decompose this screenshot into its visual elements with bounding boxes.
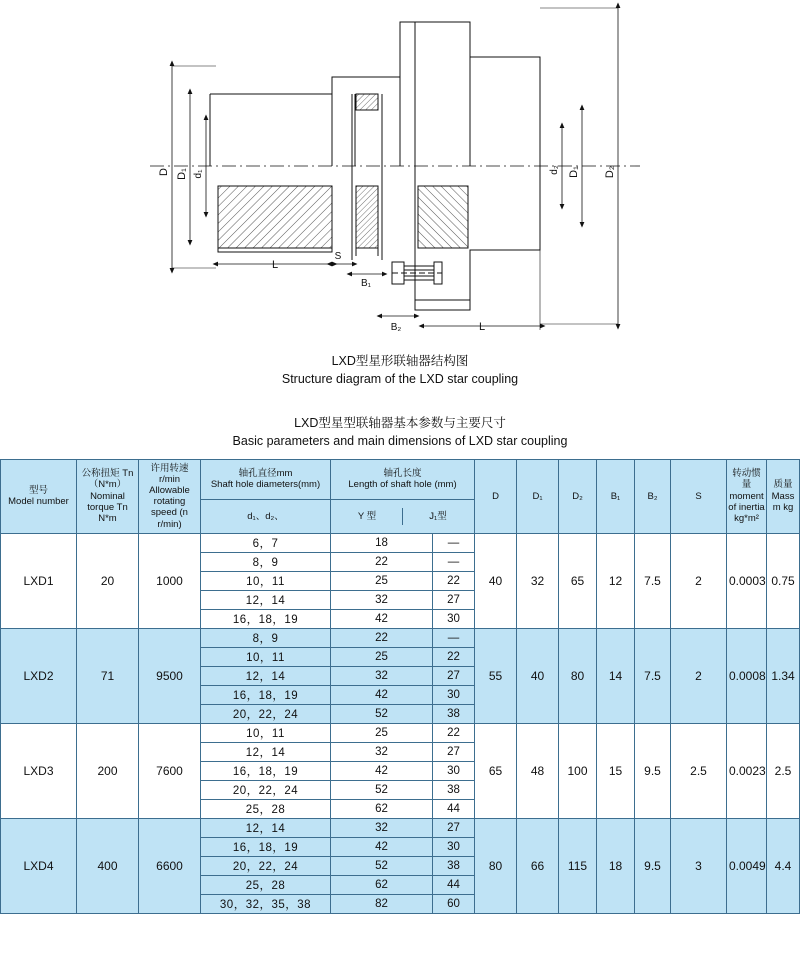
cell-mass: 0.75 <box>767 533 800 628</box>
cell-length-j: — <box>433 552 475 571</box>
cell-bore-diameter: 12，14 <box>201 818 331 837</box>
cell-bore-diameter: 16，18，19 <box>201 761 331 780</box>
table-body <box>1 533 800 913</box>
cell-bore-diameter: 30，32，35，38 <box>201 894 331 913</box>
cell-length-j: 60 <box>433 894 475 913</box>
parameters-table <box>0 459 800 914</box>
cell-bore-diameter: 16，18，19 <box>201 837 331 856</box>
cell-length-j: 22 <box>433 723 475 742</box>
table-row <box>1 533 800 552</box>
cell-length-j: 44 <box>433 799 475 818</box>
cell-bore-diameter: 20，22，24 <box>201 856 331 875</box>
cell-D1: 66 <box>517 818 559 913</box>
cell-length-y: 82 <box>331 894 433 913</box>
cell-length-j: 38 <box>433 780 475 799</box>
cell-mass: 2.5 <box>767 723 800 818</box>
cell-length-y: 32 <box>331 590 433 609</box>
cell-speed: 1000 <box>139 533 201 628</box>
cell-B2: 7.5 <box>635 628 671 723</box>
cell-bore-diameter: 8，9 <box>201 552 331 571</box>
cell-length-y: 25 <box>331 647 433 666</box>
cell-model: LXD3 <box>1 723 77 818</box>
label-D: D <box>158 168 170 176</box>
label-L-right: L <box>478 321 486 333</box>
cell-model: LXD4 <box>1 818 77 913</box>
cell-model: LXD2 <box>1 628 77 723</box>
cell-D: 80 <box>475 818 517 913</box>
coupling-diagram <box>0 0 800 350</box>
cell-length-j: — <box>433 533 475 552</box>
cell-length-j: 27 <box>433 666 475 685</box>
header-length-j: J₁型 <box>403 508 474 525</box>
header-speed: 许用转速 r/min Allowable rotating speed (n r/min) <box>139 459 201 533</box>
cell-bore-diameter: 6，7 <box>201 533 331 552</box>
cell-bore-diameter: 20，22，24 <box>201 780 331 799</box>
cell-length-y: 32 <box>331 666 433 685</box>
cell-length-j: 30 <box>433 685 475 704</box>
cell-torque: 20 <box>77 533 139 628</box>
cell-B1: 14 <box>597 628 635 723</box>
coupling-diagram-svg <box>0 0 800 350</box>
cell-length-y: 42 <box>331 761 433 780</box>
cell-bore-diameter: 12，14 <box>201 590 331 609</box>
cell-D2: 115 <box>559 818 597 913</box>
cell-length-y: 42 <box>331 837 433 856</box>
cell-length-y: 18 <box>331 533 433 552</box>
header-mass: 质量 Mass m kg <box>767 459 800 533</box>
cell-S: 2 <box>671 533 727 628</box>
cell-length-j: 30 <box>433 837 475 856</box>
cell-bore-diameter: 20，22，24 <box>201 704 331 723</box>
header-B2: B₂ <box>635 459 671 533</box>
diagram-caption <box>0 352 800 388</box>
cell-model: LXD1 <box>1 533 77 628</box>
header-D2: D₂ <box>559 459 597 533</box>
cell-length-j: 22 <box>433 571 475 590</box>
cell-length-y: 52 <box>331 780 433 799</box>
cell-bore-diameter: 16，18，19 <box>201 609 331 628</box>
table-row <box>1 723 800 742</box>
cell-length-y: 32 <box>331 742 433 761</box>
cell-torque: 200 <box>77 723 139 818</box>
label-d1: d₁ <box>193 169 204 179</box>
label-S: S <box>334 251 342 262</box>
cell-B2: 9.5 <box>635 818 671 913</box>
header-bore-diameter: 轴孔直径mm Shaft hole diameters(mm) <box>201 459 331 500</box>
header-D: D <box>475 459 517 533</box>
cell-S: 2.5 <box>671 723 727 818</box>
cell-length-j: — <box>433 628 475 647</box>
cell-B1: 12 <box>597 533 635 628</box>
table-caption-en: Basic parameters and main dimensions of LXD star coupling <box>232 434 568 449</box>
cell-speed: 9500 <box>139 628 201 723</box>
label-D1-right: D₁ <box>568 166 580 178</box>
header-inertia: 转动惯量 moment of inertia kg*m² <box>727 459 767 533</box>
cell-length-j: 22 <box>433 647 475 666</box>
cell-length-y: 22 <box>331 552 433 571</box>
cell-length-y: 25 <box>331 723 433 742</box>
cell-length-j: 30 <box>433 761 475 780</box>
cell-inertia: 0.0003 <box>727 533 767 628</box>
cell-D2: 100 <box>559 723 597 818</box>
table-caption-cn: LXD型星型联轴器基本参数与主要尺寸 <box>294 416 506 431</box>
cell-D1: 32 <box>517 533 559 628</box>
cell-length-y: 62 <box>331 875 433 894</box>
header-D1: D₁ <box>517 459 559 533</box>
cell-D2: 65 <box>559 533 597 628</box>
cell-bore-diameter: 12，14 <box>201 742 331 761</box>
cell-D2: 80 <box>559 628 597 723</box>
cell-torque: 400 <box>77 818 139 913</box>
cell-D: 55 <box>475 628 517 723</box>
table-caption <box>0 414 800 450</box>
cell-torque: 71 <box>77 628 139 723</box>
diagram-caption-cn: LXD型星形联轴器结构图 <box>331 354 469 368</box>
diagram-caption-en: Structure diagram of the LXD star coupling <box>281 372 519 387</box>
cell-mass: 1.34 <box>767 628 800 723</box>
label-D2-right: D₂ <box>604 165 616 179</box>
table-header-row-1 <box>1 459 800 500</box>
header-model: 型号 Model number <box>1 459 77 533</box>
cell-bore-diameter: 12，14 <box>201 666 331 685</box>
cell-mass: 4.4 <box>767 818 800 913</box>
cell-length-j: 27 <box>433 818 475 837</box>
cell-length-y: 32 <box>331 818 433 837</box>
cell-B2: 7.5 <box>635 533 671 628</box>
cell-length-j: 38 <box>433 856 475 875</box>
cell-S: 3 <box>671 818 727 913</box>
label-D1: D₁ <box>176 168 188 180</box>
cell-length-j: 27 <box>433 590 475 609</box>
cell-bore-diameter: 16，18，19 <box>201 685 331 704</box>
header-S: S <box>671 459 727 533</box>
cell-bore-diameter: 8，9 <box>201 628 331 647</box>
cell-length-j: 30 <box>433 609 475 628</box>
header-length-y: Y 型 <box>332 508 403 525</box>
cell-length-y: 52 <box>331 856 433 875</box>
header-length-split <box>331 500 475 534</box>
cell-inertia: 0.0008 <box>727 628 767 723</box>
cell-D: 65 <box>475 723 517 818</box>
cell-inertia: 0.0023 <box>727 723 767 818</box>
cell-length-j: 38 <box>433 704 475 723</box>
header-bore-length: 轴孔长度 Length of shaft hole (mm) <box>331 459 475 500</box>
header-B1: B₁ <box>597 459 635 533</box>
cell-B1: 15 <box>597 723 635 818</box>
table-row <box>1 628 800 647</box>
label-B2: B₂ <box>390 322 402 333</box>
cell-B1: 18 <box>597 818 635 913</box>
cell-bore-diameter: 10，11 <box>201 571 331 590</box>
cell-length-y: 62 <box>331 799 433 818</box>
cell-D1: 40 <box>517 628 559 723</box>
cell-bore-diameter: 10，11 <box>201 723 331 742</box>
cell-D: 40 <box>475 533 517 628</box>
cell-S: 2 <box>671 628 727 723</box>
cell-length-j: 27 <box>433 742 475 761</box>
label-B1: B₁ <box>360 278 372 289</box>
cell-D1: 48 <box>517 723 559 818</box>
cell-length-y: 52 <box>331 704 433 723</box>
cell-speed: 7600 <box>139 723 201 818</box>
cell-length-y: 22 <box>331 628 433 647</box>
header-torque: 公称扭矩 Tn（N*m） Nominal torque Tn N*m <box>77 459 139 533</box>
cell-bore-diameter: 25，28 <box>201 799 331 818</box>
cell-inertia: 0.0049 <box>727 818 767 913</box>
cell-length-y: 42 <box>331 609 433 628</box>
cell-length-y: 25 <box>331 571 433 590</box>
cell-length-y: 42 <box>331 685 433 704</box>
label-L-left: L <box>271 259 279 271</box>
cell-speed: 6600 <box>139 818 201 913</box>
cell-B2: 9.5 <box>635 723 671 818</box>
cell-length-j: 44 <box>433 875 475 894</box>
table-row <box>1 818 800 837</box>
cell-bore-diameter: 25，28 <box>201 875 331 894</box>
table-header <box>1 459 800 533</box>
header-bore-symbols: d₁、d₂、 <box>201 500 331 534</box>
cell-bore-diameter: 10，11 <box>201 647 331 666</box>
label-d2: d₂ <box>549 165 560 175</box>
